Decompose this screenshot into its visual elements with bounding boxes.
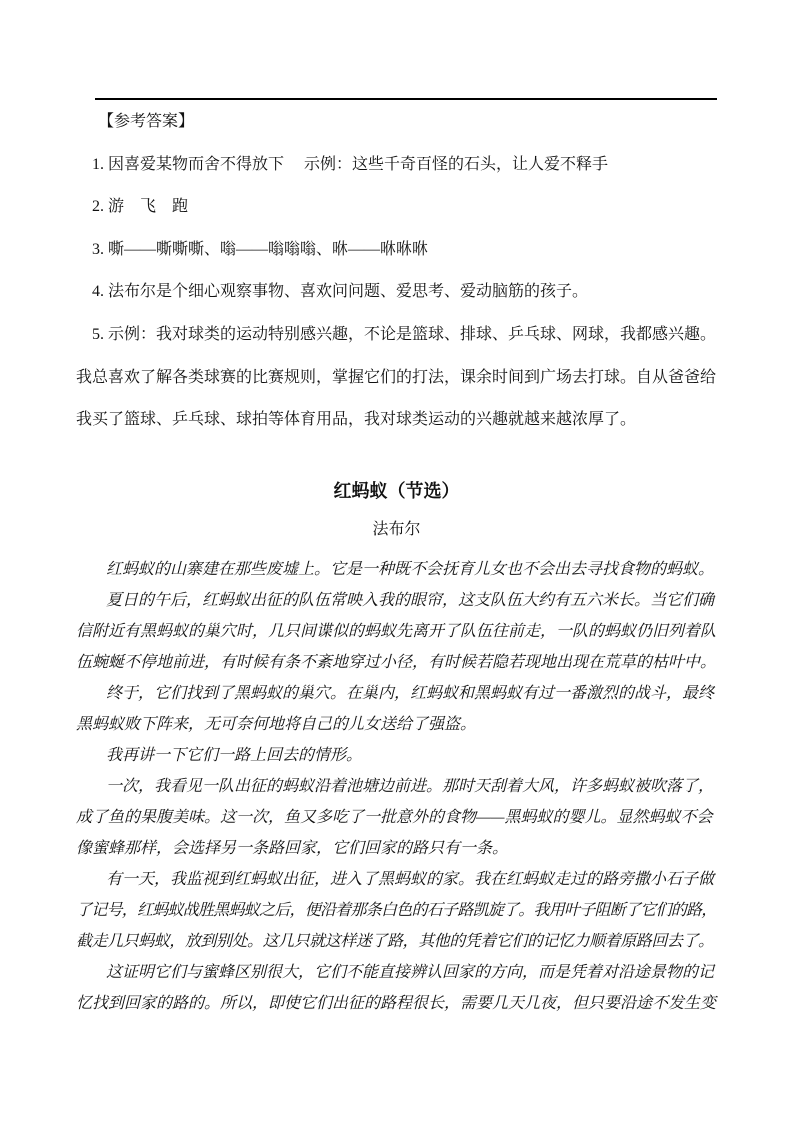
- answer-key-heading: 【参考答案】: [98, 113, 195, 130]
- passage-line: 了记号，红蚂蚁战胜黑蚂蚁之后，便沿着那条白色的石子路凯旋了。我用叶子阻断了它们的路，: [76, 902, 717, 919]
- passage-line: 红蚂蚁的山寨建在那些废墟上。它是一种既不会抚育儿女也不会出去寻找食物的蚂蚁。: [106, 561, 715, 578]
- passage-line: 终于，它们找到了黑蚂蚁的巢穴。在巢内，红蚂蚁和黑蚂蚁有过一番激烈的战斗，最终: [106, 685, 715, 702]
- header-divider: [95, 98, 717, 100]
- passage-line: 忆找到回家的路的。所以，即使它们出征的路程很长，需要几天几夜，但只要沿途不发生变: [76, 995, 717, 1012]
- answer-line: 2. 游 飞 跑: [92, 198, 189, 216]
- answer-line: 3. 嘶——嘶嘶嘶、嗡——嗡嗡嗡、咻——咻咻咻: [92, 240, 429, 258]
- passage-author: 法布尔: [372, 521, 421, 538]
- answer-key-section: [76, 101, 721, 442]
- passage-line: 截走几只蚂蚁，放到别处。这几只就这样迷了路，其他的凭着它们的记忆力顺着原路回去了。: [76, 933, 714, 950]
- answer-line: 我总喜欢了解各类球赛的比赛规则，掌握它们的打法，课余时间到广场去打球。自从爸爸给: [76, 368, 717, 386]
- passage-line: 这证明它们与蜜蜂区别很大，它们不能直接辨认回家的方向，而是凭着对沿途景物的记: [106, 964, 715, 981]
- answer-line: 我买了篮球、乒乓球、球拍等体育用品，我对球类运动的兴趣就越来越浓厚了。: [76, 411, 637, 429]
- passage-body: [76, 554, 721, 1019]
- passage-line: 我再讲一下它们一路上回去的情形。: [106, 747, 363, 764]
- answer-key-lines: [76, 144, 721, 442]
- passage-line: 一次，我看见一队出征的蚂蚁沿着池塘边前进。那时天刮着大风，许多蚂蚁被吹落了，: [106, 778, 715, 795]
- passage-title: 红蚂蚁（节选）: [333, 481, 460, 501]
- passage-line: 有一天，我监视到红蚂蚁出征，进入了黑蚂蚁的家。我在红蚂蚁走过的路旁撒小石子做: [106, 871, 715, 888]
- passage-line: 夏日的午后，红蚂蚁出征的队伍常映入我的眼帘，这支队伍大约有五六米长。当它们确: [106, 592, 715, 609]
- passage-line: 信附近有黑蚂蚁的巢穴时，几只间谍似的蚂蚁先离开了队伍往前走，一队的蚂蚁仍旧列着队: [76, 623, 717, 640]
- passage-line: 成了鱼的果腹美味。这一次，鱼又多吃了一批意外的食物——黑蚂蚁的婴儿。显然蚂蚁不会: [76, 809, 713, 826]
- passage-line: 像蜜蜂那样，会选择另一条路回家，它们回家的路只有一条。: [76, 840, 509, 857]
- answer-line: 1. 因喜爱某物而舍不得放下 示例：这些千奇百怪的石头，让人爱不释手: [92, 155, 609, 173]
- passage-line: 黑蚂蚁败下阵来，无可奈何地将自己的儿女送给了强盗。: [76, 716, 477, 733]
- answer-line: 5. 示例：我对球类的运动特别感兴趣，不论是篮球、排球、乒乓球、网球，我都感兴趣。: [92, 325, 717, 343]
- answer-line: 4. 法布尔是个细心观察事物、喜欢问问题、爱思考、爱动脑筋的孩子。: [92, 283, 589, 301]
- passage-line: 伍蜿蜒不停地前进，有时候有条不紊地穿过小径，有时候若隐若现地出现在荒草的枯叶中。: [76, 654, 717, 671]
